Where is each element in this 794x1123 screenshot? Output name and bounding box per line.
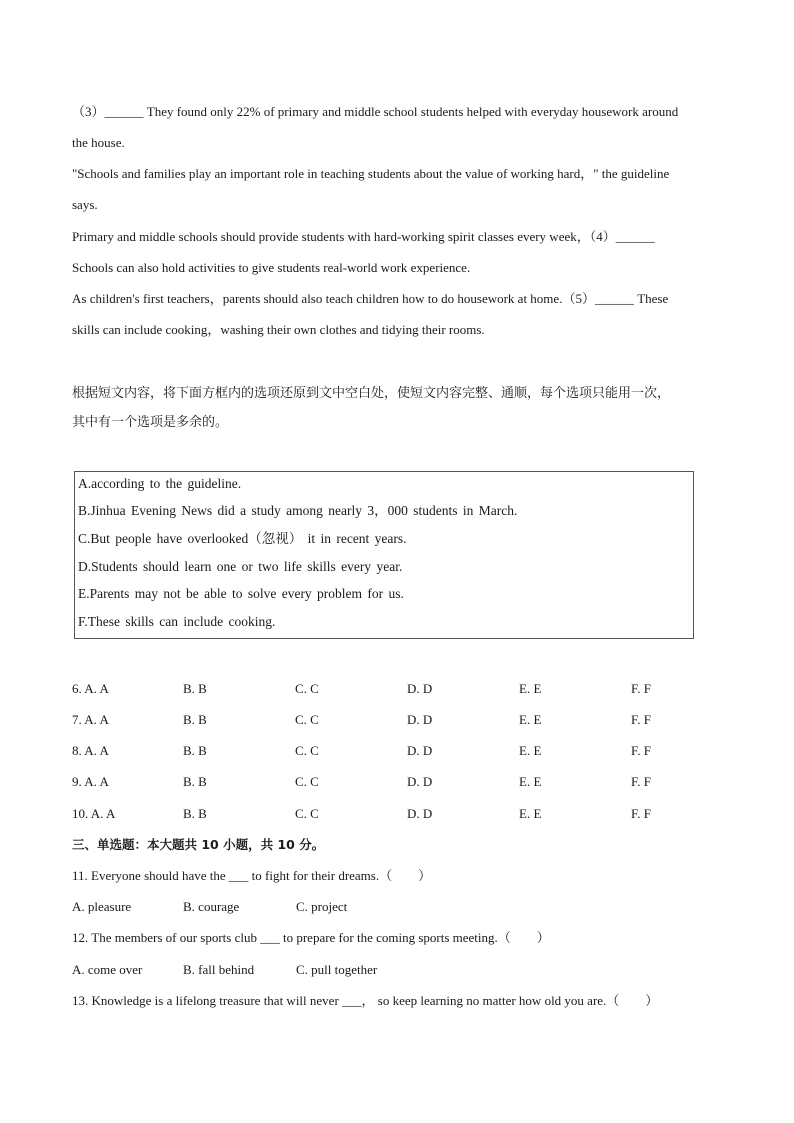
- option-c: C.But people have overlooked（忽视） it in recent years.: [78, 531, 407, 546]
- passage-line: Primary and middle schools should provide students with hard-working spirit classes every week，（4）______: [72, 229, 655, 244]
- passage-line: "Schools and families play an important role in teaching students about the value of working hard，" the guideline: [72, 166, 670, 181]
- choice-d[interactable]: D. D: [407, 681, 433, 696]
- choice-b[interactable]: B. fall behind: [183, 962, 255, 977]
- choice-b[interactable]: B. B: [183, 681, 207, 696]
- choice-d[interactable]: D. D: [407, 806, 433, 821]
- choice-d[interactable]: D. D: [407, 774, 433, 789]
- choice-f[interactable]: F. F: [631, 806, 651, 821]
- choice-f[interactable]: F. F: [631, 681, 651, 696]
- choice-a[interactable]: 9. A. A: [72, 774, 109, 789]
- passage-line: Schools can also hold activities to give students real-world work experience.: [72, 260, 471, 275]
- choice-a[interactable]: A. pleasure: [72, 899, 132, 914]
- choice-c[interactable]: C. C: [295, 743, 319, 758]
- choice-e[interactable]: E. E: [519, 681, 542, 696]
- choice-f[interactable]: F. F: [631, 743, 651, 758]
- choice-c[interactable]: C. C: [295, 681, 319, 696]
- answer-row-8: [72, 743, 732, 759]
- choice-e[interactable]: E. E: [519, 806, 542, 821]
- choice-e[interactable]: E. E: [519, 743, 542, 758]
- option-d: D.Students should learn one or two life skills every year.: [78, 559, 403, 574]
- choice-f[interactable]: F. F: [631, 712, 651, 727]
- choice-e[interactable]: E. E: [519, 774, 542, 789]
- choice-f[interactable]: F. F: [631, 774, 651, 789]
- passage-line: the house.: [72, 135, 125, 150]
- choice-b[interactable]: B. B: [183, 806, 207, 821]
- choice-b[interactable]: B. B: [183, 712, 207, 727]
- question-13: 13. Knowledge is a lifelong treasure that will never ___， so keep learning no matter how old you are.（ ）: [72, 993, 659, 1008]
- section-heading: 三、单选题：本大题共 10 小题，共 10 分。: [72, 837, 325, 852]
- choice-c[interactable]: C. C: [295, 806, 319, 821]
- choice-a[interactable]: A. come over: [72, 962, 143, 977]
- choice-a[interactable]: 10. A. A: [72, 806, 116, 821]
- answer-row-6: [72, 681, 732, 697]
- instruction-line: 其中有一个选项是多余的。: [72, 415, 229, 430]
- choice-a[interactable]: 8. A. A: [72, 743, 109, 758]
- passage-line: skills can include cooking，washing their own clothes and tidying their rooms.: [72, 322, 485, 337]
- choice-a[interactable]: 6. A. A: [72, 681, 109, 696]
- option-a: A.according to the guideline.: [78, 476, 242, 491]
- instruction-line: 根据短文内容，将下面方框内的选项还原到文中空白处，使短文内容完整、通顺，每个选项只能用一次，: [72, 386, 671, 401]
- answer-row-10: [72, 806, 732, 822]
- passage-line: says.: [72, 197, 98, 212]
- choice-b[interactable]: B. B: [183, 774, 207, 789]
- choice-d[interactable]: D. D: [407, 743, 433, 758]
- choice-c[interactable]: C. C: [295, 774, 319, 789]
- choice-e[interactable]: E. E: [519, 712, 542, 727]
- choice-c[interactable]: C. pull together: [296, 962, 378, 977]
- choice-c[interactable]: C. C: [295, 712, 319, 727]
- option-f: F.These skills can include cooking.: [78, 614, 276, 629]
- option-e: E.Parents may not be able to solve every problem for us.: [78, 586, 404, 601]
- passage-line: As children's first teachers，parents should also teach children how to do housework at home.（5）______ These: [72, 291, 669, 306]
- choice-b[interactable]: B. courage: [183, 899, 240, 914]
- choice-a[interactable]: 7. A. A: [72, 712, 109, 727]
- answer-row-7: [72, 712, 732, 728]
- question-11: 11. Everyone should have the ___ to fight for their dreams.（ ）: [72, 868, 432, 883]
- passage-line: （3）______ They found only 22% of primary and middle school students helped with everyday housework around: [72, 104, 679, 119]
- question-12: 12. The members of our sports club ___ to prepare for the coming sports meeting.（ ）: [72, 930, 550, 945]
- choice-c[interactable]: C. project: [296, 899, 348, 914]
- choice-d[interactable]: D. D: [407, 712, 433, 727]
- option-b: B.Jinhua Evening News did a study among nearly 3，000 students in March.: [78, 503, 518, 518]
- options-box: [74, 471, 694, 639]
- answer-row-9: [72, 774, 732, 790]
- choice-b[interactable]: B. B: [183, 743, 207, 758]
